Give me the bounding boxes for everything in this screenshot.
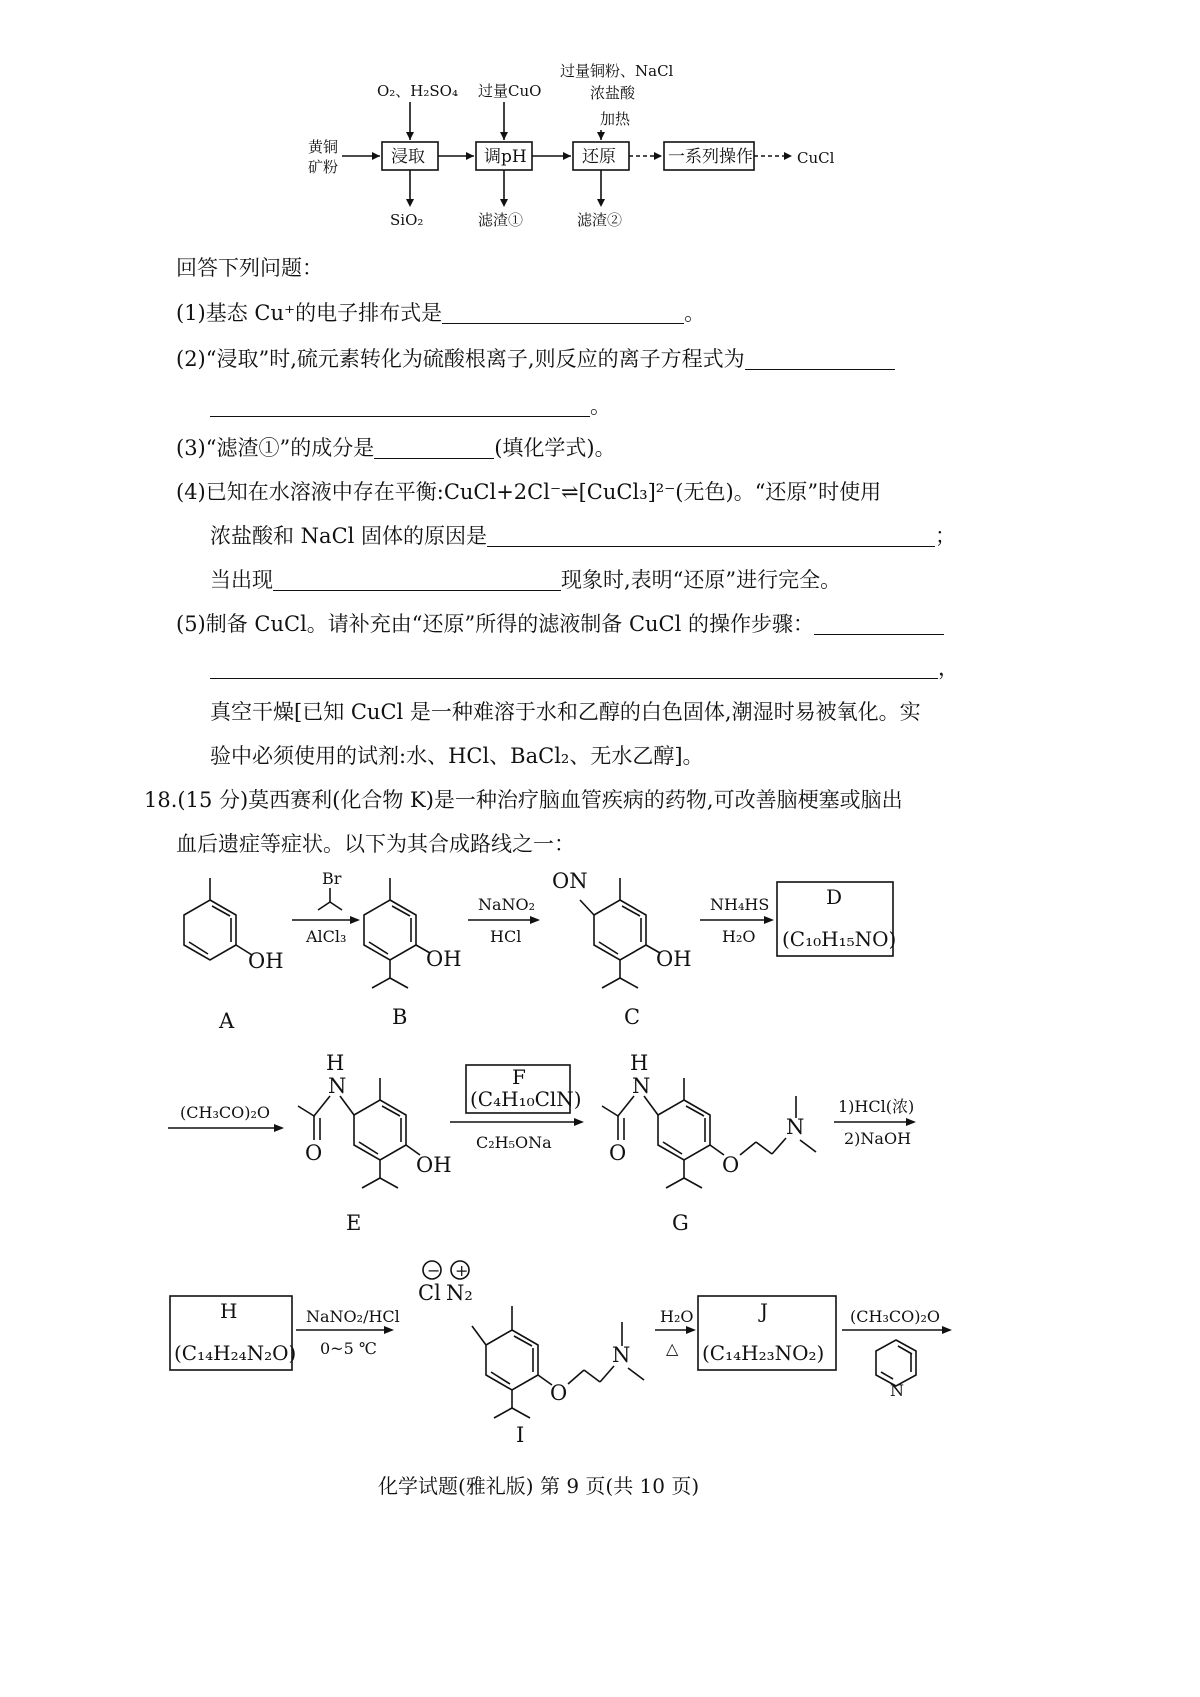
question-5-line3: 真空干燥[已知 CuCl 是一种难溶于水和乙醇的白色固体,潮湿时易被氧化。实 bbox=[210, 700, 921, 724]
q5-text: (5)制备 CuCl。请补充由“还原”所得的滤液制备 CuCl 的操作步骤： bbox=[176, 612, 814, 636]
compound-a bbox=[184, 878, 252, 960]
q2-text: (2)“浸取”时,硫元素转化为硫酸根离子,则反应的离子方程式为 bbox=[176, 347, 745, 371]
g-o-ether: O bbox=[722, 1153, 740, 1177]
question-4-line3 bbox=[210, 564, 841, 594]
b-oh: OH bbox=[426, 947, 462, 971]
q4-text-3: 当出现 bbox=[210, 568, 273, 592]
reag-cd-bottom: H₂O bbox=[722, 927, 756, 946]
question-2-cont bbox=[210, 390, 611, 420]
reag-gh-top: 1)HCl(浓) bbox=[838, 1097, 915, 1116]
flow-step3-out: 滤渣② bbox=[577, 211, 623, 229]
q2-blank-1[interactable] bbox=[745, 369, 895, 370]
flow-step3: 还原 bbox=[582, 147, 616, 167]
reag-gh-bottom: 2)NaOH bbox=[844, 1129, 912, 1148]
flow-product: CuCl bbox=[797, 149, 835, 167]
flow-step1: 浸取 bbox=[391, 147, 425, 167]
e-h: H bbox=[326, 1051, 345, 1075]
g-n: N bbox=[632, 1074, 651, 1098]
box-d-name: D bbox=[826, 885, 843, 909]
label-i: I bbox=[516, 1423, 525, 1447]
flow-step4: 一系列操作 bbox=[668, 147, 753, 167]
reag-bc-bottom: HCl bbox=[490, 927, 522, 946]
question-4-line2 bbox=[210, 520, 956, 550]
i-n-amine: N bbox=[612, 1343, 631, 1367]
page-footer: 化学试题(雅礼版) 第 9 页(共 10 页) bbox=[378, 1474, 700, 1498]
q4-blank-2[interactable] bbox=[273, 590, 561, 591]
flow-step2-out: 滤渣① bbox=[478, 211, 524, 229]
compound-e bbox=[298, 1078, 420, 1188]
label-b: B bbox=[392, 1005, 408, 1029]
q5-comma: ， bbox=[938, 656, 959, 680]
label-a: A bbox=[219, 1009, 235, 1033]
q4-semicolon: ； bbox=[935, 524, 957, 548]
label-c: C bbox=[624, 1005, 641, 1029]
flow-step3-reagents-1: 过量铜粉、NaCl bbox=[560, 62, 674, 80]
question-18-line1: 18.(15 分)莫西赛利(化合物 K)是一种治疗脑血管疾病的药物,可改善脑梗塞或脑出 bbox=[144, 788, 903, 812]
box-j-name: J bbox=[760, 1299, 769, 1323]
reag-bc-top: NaNO₂ bbox=[478, 895, 536, 914]
pyridine bbox=[876, 1340, 916, 1386]
question-18-line2: 血后遗症等症状。以下为其合成路线之一： bbox=[176, 832, 575, 856]
q2-blank-2[interactable] bbox=[210, 416, 590, 417]
c-oh: OH bbox=[656, 947, 692, 971]
flow-input-2: 矿粉 bbox=[308, 158, 339, 176]
label-g: G bbox=[672, 1211, 689, 1235]
question-4: (4)已知在水溶液中存在平衡:CuCl+2Cl⁻⇌[CuCl₃]²⁻(无色)。“还原”时使用 bbox=[176, 480, 882, 504]
c-on: ON bbox=[552, 869, 588, 893]
flow-step2: 调pH bbox=[484, 147, 527, 167]
q1-text: (1)基态 Cu⁺的电子排布式是 bbox=[176, 301, 443, 325]
question-5-line4: 验中必须使用的试剂:水、HCl、BaCl₂、无水乙醇]。 bbox=[210, 744, 704, 768]
q3-blank[interactable] bbox=[374, 458, 494, 459]
q3-text: (3)“滤渣①”的成分是 bbox=[176, 436, 375, 460]
i-cl: Cl bbox=[418, 1281, 441, 1305]
question-2 bbox=[176, 343, 895, 373]
i-minus: − bbox=[427, 1261, 441, 1280]
g-o: O bbox=[609, 1141, 627, 1165]
q4-blank-1[interactable] bbox=[487, 546, 935, 547]
flow-step3-reagents-2: 浓盐酸 bbox=[590, 84, 636, 102]
compound-b bbox=[364, 878, 430, 988]
q1-end: 。 bbox=[684, 301, 706, 325]
reag-de: (CH₃CO)₂O bbox=[180, 1103, 270, 1122]
reag-ij-bottom: △ bbox=[666, 1339, 679, 1358]
compound-c bbox=[580, 878, 660, 988]
e-o: O bbox=[305, 1141, 323, 1165]
q4-text-2: 浓盐酸和 NaCl 固体的原因是 bbox=[210, 524, 488, 548]
flow-step3-reagents-3: 加热 bbox=[600, 110, 631, 128]
synthesis-scheme bbox=[0, 860, 1200, 1480]
q1-blank[interactable] bbox=[442, 323, 684, 324]
i-n2: N₂ bbox=[446, 1281, 473, 1305]
box-f-formula: (C₄H₁₀ClN) bbox=[470, 1087, 582, 1111]
flow-step2-reagents: 过量CuO bbox=[478, 82, 542, 100]
reag-eg-bottom: C₂H₅ONa bbox=[476, 1133, 552, 1152]
flow-step1-reagents: O₂、H₂SO₄ bbox=[377, 82, 458, 100]
reag-cd-top: NH₄HS bbox=[710, 895, 770, 914]
g-n-amine: N bbox=[786, 1115, 805, 1139]
reag-ab-bottom: AlCl₃ bbox=[306, 927, 347, 946]
question-5-line2 bbox=[210, 652, 959, 682]
flow-step1-out: SiO₂ bbox=[390, 211, 424, 229]
reag-hi-top: NaNO₂/HCl bbox=[306, 1307, 400, 1326]
q4-text-4: 现象时,表明“还原”进行完全。 bbox=[561, 568, 842, 592]
q5-blank-2[interactable] bbox=[210, 678, 938, 679]
question-1 bbox=[176, 297, 705, 327]
flow-input-1: 黄铜 bbox=[308, 138, 339, 156]
a-oh: OH bbox=[248, 949, 284, 973]
q5-blank-1[interactable] bbox=[814, 634, 944, 635]
q3-end: (填化学式)。 bbox=[494, 436, 616, 460]
questions-intro: 回答下列问题： bbox=[176, 256, 323, 280]
label-e: E bbox=[346, 1211, 362, 1235]
e-oh: OH bbox=[416, 1153, 452, 1177]
question-3 bbox=[176, 432, 616, 462]
box-j-formula: (C₁₄H₂₃NO₂) bbox=[702, 1341, 825, 1365]
reag-jk-top: (CH₃CO)₂O bbox=[850, 1307, 940, 1326]
reag-ij-top: H₂O bbox=[660, 1307, 694, 1326]
box-f-name: F bbox=[512, 1065, 526, 1089]
e-n: N bbox=[328, 1074, 347, 1098]
reag-ab-top: Br bbox=[322, 869, 342, 888]
question-5 bbox=[176, 608, 944, 638]
box-h-formula: (C₁₄H₂₄N₂O) bbox=[174, 1341, 297, 1365]
box-d-formula: (C₁₀H₁₅NO) bbox=[782, 927, 897, 951]
i-o-ether: O bbox=[550, 1381, 568, 1405]
pyridine-n: N bbox=[890, 1381, 904, 1400]
i-plus: + bbox=[455, 1261, 469, 1280]
reag-hi-bottom: 0~5 ℃ bbox=[320, 1339, 377, 1358]
box-h-name: H bbox=[220, 1299, 238, 1323]
flow-diagram bbox=[0, 0, 1200, 250]
q2-end: 。 bbox=[590, 394, 611, 418]
g-h: H bbox=[630, 1051, 649, 1075]
